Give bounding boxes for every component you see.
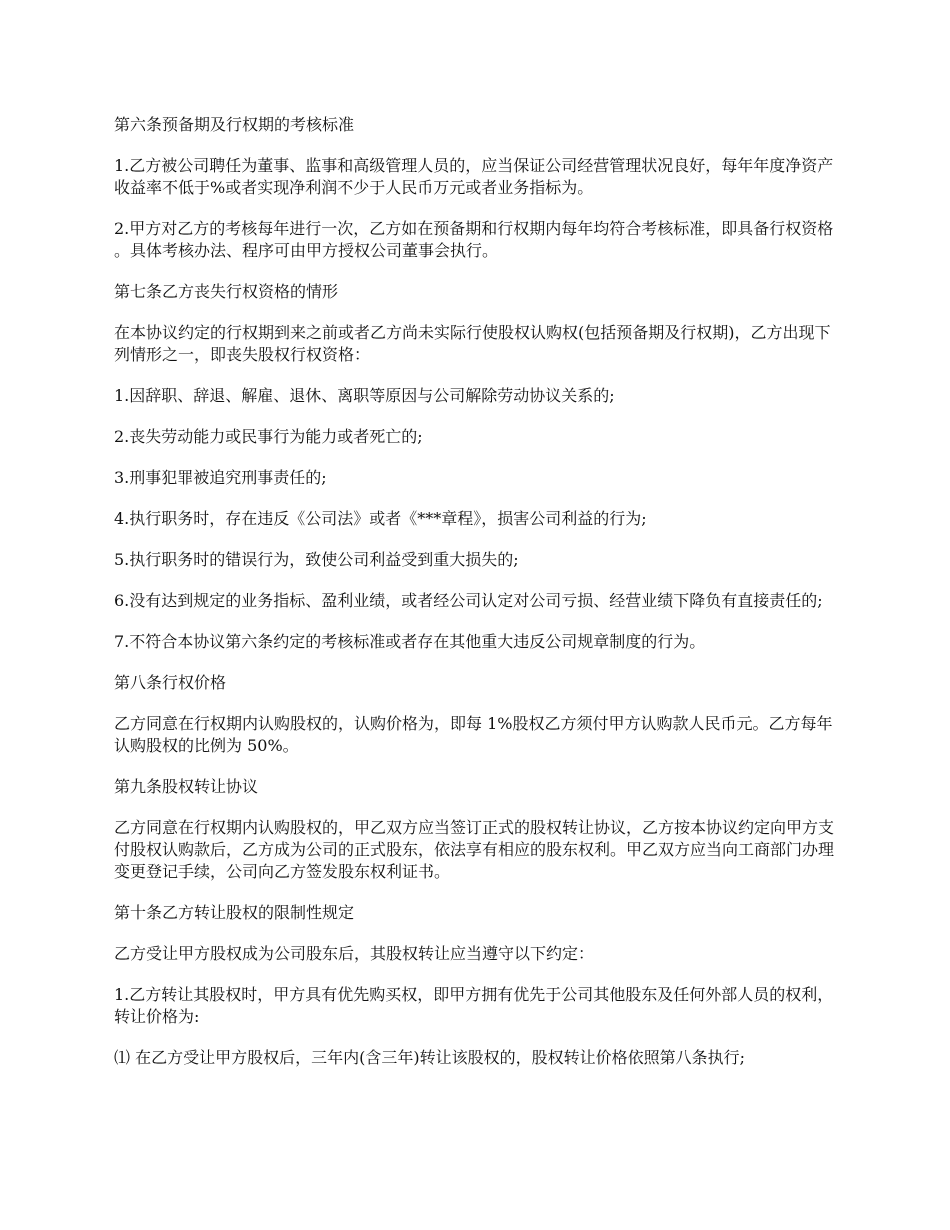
paragraph-article-10-intro: 乙方受让甲方股权成为公司股东后，其股权转让应当遵守以下约定： — [114, 944, 595, 963]
section-heading-article-9: 第九条股权转让协议 — [114, 777, 259, 796]
paragraph-article-7-item-3: 3.刑事犯罪被追究刑事责任的; — [114, 468, 327, 487]
paragraph-article-7-item-4: 4.执行职务时，存在违反《公司法》或者《***章程》，损害公司利益的行为; — [114, 509, 647, 528]
section-heading-article-7: 第七条乙方丧失行权资格的情形 — [114, 282, 339, 301]
paragraph-article-7-item-5: 5.执行职务时的错误行为，致使公司利益受到重大损失的; — [114, 550, 519, 569]
paragraph-article-7-item-7: 7.不符合本协议第六条约定的考核标准或者存在其他重大违反公司规章制度的行为。 — [114, 632, 706, 651]
section-heading-article-6: 第六条预备期及行权期的考核标准 — [114, 115, 355, 134]
paragraph-article-6-item-2: 2.甲方对乙方的考核每年进行一次，乙方如在预备期和行权期内每年均符合考核标准，即具备行权资格。具体考核办法、程序可由甲方授权公司董事会执行。 — [114, 219, 834, 260]
paragraph-article-10-item-1: 1.乙方转让其股权时，甲方具有优先购买权，即甲方拥有优先于公司其他股东及任何外部人员的权利，转让价格为: — [114, 985, 834, 1026]
paragraph-article-6-item-1: 1.乙方被公司聘任为董事、监事和高级管理人员的，应当保证公司经营管理状况良好，每年年度净资产收益率不低于%或者实现净利润不少于人民币万元或者业务指标为。 — [114, 156, 834, 197]
paragraph-article-9-body: 乙方同意在行权期内认购股权的，甲乙双方应当签订正式的股权转让协议，乙方按本协议约定向甲方支付股权认购款后，乙方成为公司的正式股东，依法享有相应的股东权利。甲乙双方应当向工商部门办理变更登记手续，公司向乙方签发股东权利证书。 — [114, 818, 835, 881]
paragraph-article-7-item-2: 2.丧失劳动能力或民事行为能力或者死亡的; — [114, 427, 423, 446]
paragraph-article-7-intro: 在本协议约定的行权期到来之前或者乙方尚未实际行使股权认购权(包括预备期及行权期)，乙方出现下列情形之一，即丧失股权行权资格： — [114, 323, 831, 364]
section-heading-article-8: 第八条行权价格 — [114, 673, 227, 692]
paragraph-article-7-item-1: 1.因辞职、辞退、解雇、退休、离职等原因与公司解除劳动协议关系的; — [114, 386, 615, 405]
section-heading-article-10: 第十条乙方转让股权的限制性规定 — [114, 903, 355, 922]
paragraph-article-8-body: 乙方同意在行权期内认购股权的，认购价格为，即每 1%股权乙方须付甲方认购款人民币元。乙方每年认购股权的比例为 50%。 — [114, 714, 833, 755]
paragraph-article-7-item-6: 6.没有达到规定的业务指标、盈利业绩，或者经公司认定对公司亏损、经营业绩下降负有直接责任的; — [114, 591, 823, 610]
document-page — [114, 114, 838, 1088]
paragraph-article-10-subitem-1: ⑴ 在乙方受让甲方股权后，三年内(含三年)转让该股权的，股权转让价格依照第八条执行; — [114, 1048, 745, 1067]
